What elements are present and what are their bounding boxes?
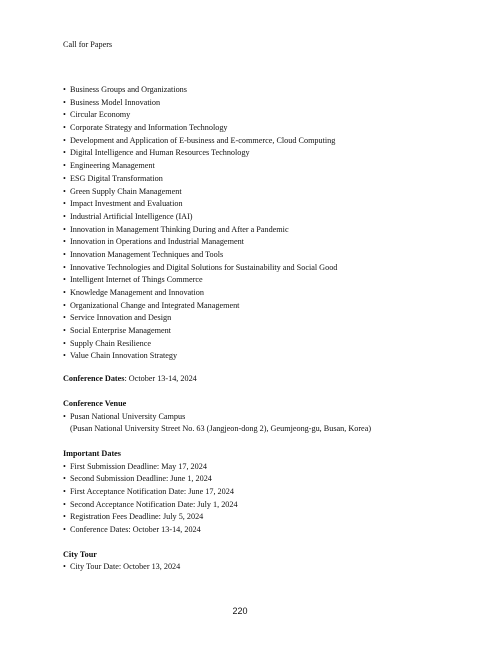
bullet-icon: • xyxy=(63,97,66,107)
topic-item: • Innovative Technologies and Digital Solutions for Sustainability and Social Good xyxy=(63,262,463,275)
bullet-icon: • xyxy=(63,211,66,221)
topic-item: • Business Model Innovation xyxy=(63,97,463,110)
topic-item: • Intelligent Internet of Things Commerce xyxy=(63,274,463,287)
topic-item: • Service Innovation and Design xyxy=(63,312,463,325)
important-dates-heading: Important Dates xyxy=(63,448,121,458)
topic-item: • ESG Digital Transformation xyxy=(63,173,463,186)
date-item: • Registration Fees Deadline: July 5, 2024 xyxy=(63,511,463,524)
bullet-icon: • xyxy=(63,173,66,183)
venue-address: (Pusan National University Street No. 63 (Jangjeon-dong 2), Geumjeong-gu, Busan, Korea) xyxy=(70,424,372,434)
bullet-icon: • xyxy=(63,474,66,484)
topic-item: • Supply Chain Resilience xyxy=(63,338,463,351)
important-dates-section xyxy=(63,448,463,537)
topic-item: • Industrial Artificial Intelligence (IAI) xyxy=(63,211,463,224)
bullet-icon: • xyxy=(63,351,66,361)
bullet-icon: • xyxy=(63,249,66,259)
city-tour-section xyxy=(63,549,463,574)
topic-item: • Knowledge Management and Innovation xyxy=(63,287,463,300)
bullet-icon: • xyxy=(63,313,66,323)
bullet-icon: • xyxy=(63,326,66,336)
venue-list xyxy=(63,411,463,424)
date-item: • Second Submission Deadline: June 1, 2024 xyxy=(63,473,463,486)
bullet-icon: • xyxy=(63,300,66,310)
topic-item: • Engineering Management xyxy=(63,160,463,173)
date-item: • First Acceptance Notification Date: June 17, 2024 xyxy=(63,486,463,499)
conference-dates-label: Conference Dates xyxy=(63,374,125,384)
topic-item: • Innovation in Operations and Industrial Management xyxy=(63,236,463,249)
topic-item: • Corporate Strategy and Information Technology xyxy=(63,122,463,135)
topic-item: • Impact Investment and Evaluation xyxy=(63,198,463,211)
bullet-icon: • xyxy=(63,237,66,247)
bullet-icon: • xyxy=(63,275,66,285)
bullet-icon: • xyxy=(63,499,66,509)
page-content xyxy=(63,84,463,574)
topic-item: • Circular Economy xyxy=(63,109,463,122)
topic-item: • Green Supply Chain Management xyxy=(63,186,463,199)
topic-item: • Development and Application of E-business and E-commerce, Cloud Computing xyxy=(63,135,463,148)
topics-list xyxy=(63,84,463,363)
date-item: • Conference Dates: October 13-14, 2024 xyxy=(63,524,463,537)
bullet-icon: • xyxy=(63,85,66,94)
bullet-icon: • xyxy=(63,224,66,234)
topic-item: • Organizational Change and Integrated Management xyxy=(63,300,463,313)
bullet-icon: • xyxy=(63,486,66,496)
running-header: Call for Papers xyxy=(63,40,113,49)
bullet-icon: • xyxy=(63,288,66,297)
venue-name: Pusan National University Campus xyxy=(70,411,186,421)
topic-item: • Innovation Management Techniques and Tools xyxy=(63,249,463,262)
venue-heading: Conference Venue xyxy=(63,398,127,408)
page-number: 220 xyxy=(232,606,248,616)
bullet-icon: • xyxy=(63,199,66,209)
bullet-icon: • xyxy=(63,461,66,471)
topic-item: • Business Groups and Organizations xyxy=(63,84,463,97)
city-tour-item: • City Tour Date: October 13, 2024 xyxy=(63,561,463,574)
bullet-icon: • xyxy=(63,135,66,145)
topic-item: • Social Enterprise Management xyxy=(63,325,463,338)
bullet-icon: • xyxy=(63,186,66,196)
city-tour-heading: City Tour xyxy=(63,549,97,559)
bullet-icon: • xyxy=(63,148,66,158)
topic-item: • Innovation in Management Thinking During and After a Pandemic xyxy=(63,224,463,237)
topic-item: • Digital Intelligence and Human Resources Technology xyxy=(63,147,463,160)
date-item: • Second Acceptance Notification Date: July 1, 2024 xyxy=(63,499,463,512)
bullet-icon: • xyxy=(63,161,66,171)
bullet-icon: • xyxy=(63,512,66,522)
bullet-icon: • xyxy=(63,123,66,133)
conference-dates-value: : October 13-14, 2024 xyxy=(124,374,197,384)
conference-dates-line xyxy=(63,373,463,386)
bullet-icon: • xyxy=(63,525,66,534)
venue-section xyxy=(63,398,463,436)
topic-item: • Value Chain Innovation Strategy xyxy=(63,350,463,363)
venue-item xyxy=(63,411,463,424)
bullet-icon: • xyxy=(63,411,66,421)
city-tour-list xyxy=(63,561,463,574)
bullet-icon: • xyxy=(63,110,66,120)
date-item: • First Submission Deadline: May 17, 2024 xyxy=(63,461,463,474)
bullet-icon: • xyxy=(63,262,66,272)
bullet-icon: • xyxy=(63,338,66,348)
important-dates-list xyxy=(63,461,463,537)
bullet-icon: • xyxy=(63,562,66,572)
